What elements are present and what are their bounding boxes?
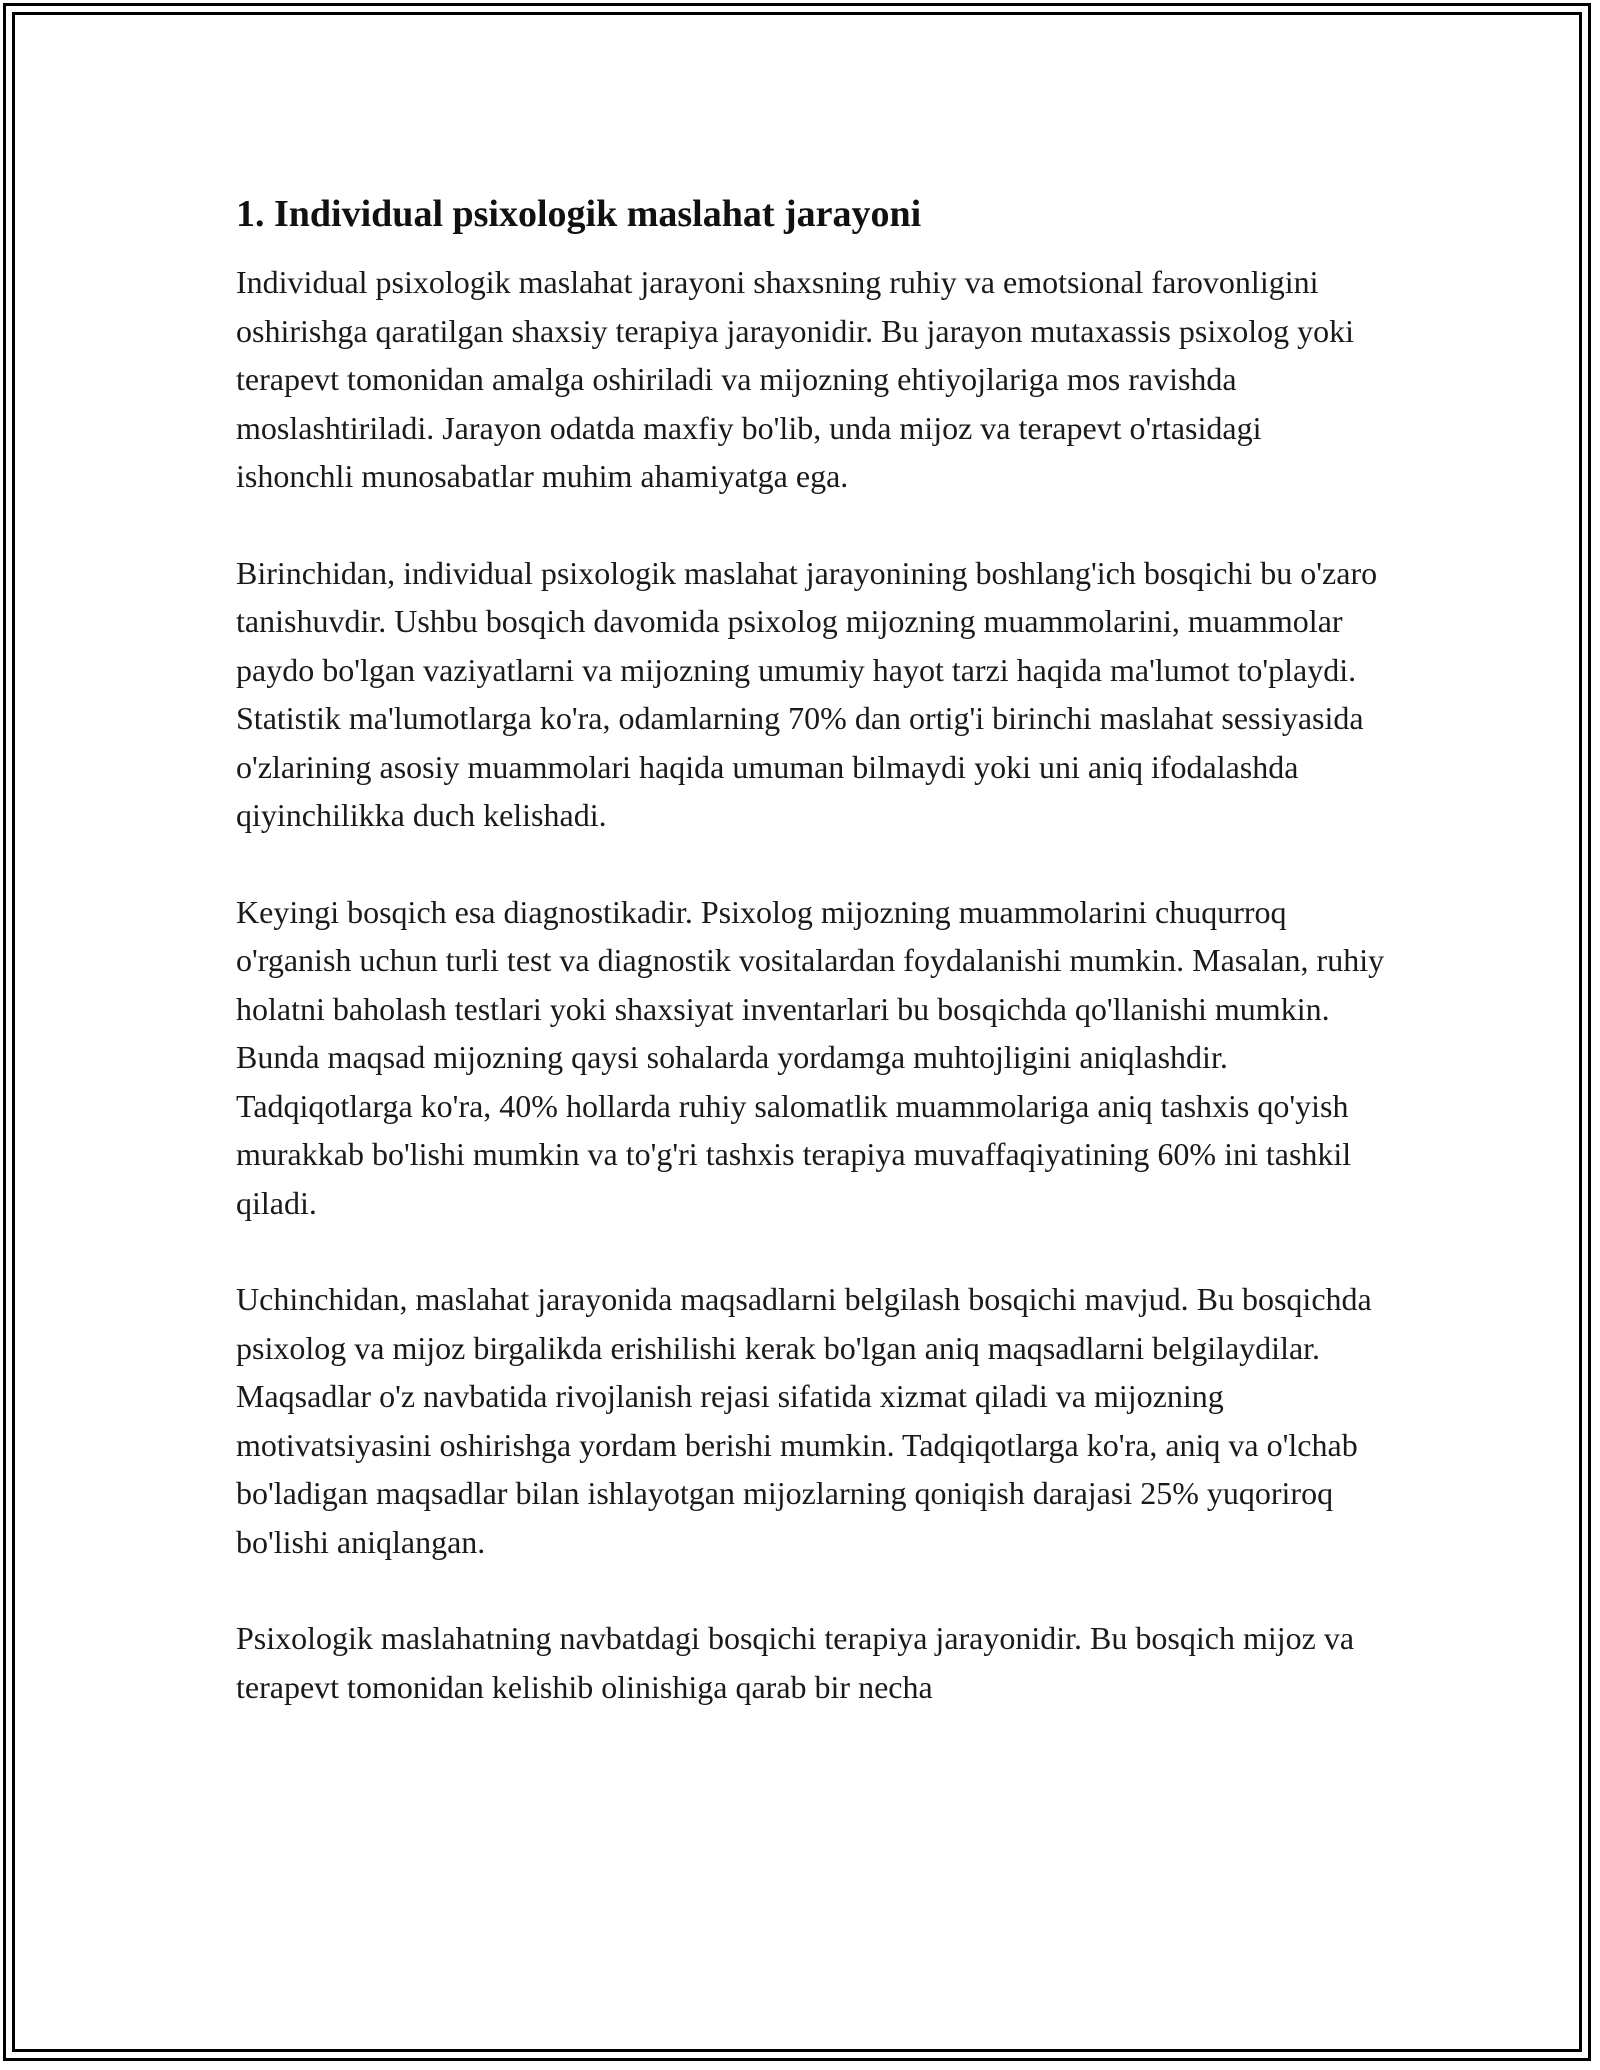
section-heading: 1. Individual psixologik maslahat jarayoni [236, 193, 922, 235]
paragraph-diagnostics: Keyingi bosqich esa diagnostikadir. Psixolog mijozning muammolarini chuqurroq o'rganish uchun turli test va diagnostik vositalardan foydalanishi mumkin. Masalan, ruhiy holatni baholash testlari yoki shaxsiyat inventarlari bu bosqichda qo'llanishi mumkin. Bunda maqsad mijozning qaysi sohalarda yordamga muhtojligini aniqlashdir. Tadqiqotlarga ko'ra, 40% hollarda ruhiy salomatlik muammolariga aniq tashxis qo'yish murakkab bo'lishi mumkin va to'g'ri tashxis terapiya muvaffaqiyatining 60% ini tashkil qiladi. [236, 893, 1385, 1221]
paragraph-intro: Individual psixologik maslahat jarayoni shaxsning ruhiy va emotsional farovonligini oshirishga qaratilgan shaxsiy terapiya jarayonidir. Bu jarayon mutaxassis psixolog yoki terapevt tomonidan amalga oshiriladi va mijozning ehtiyojlariga mos ravishda moslashtiriladi. Jarayon odatda maxfiy bo'lib, unda mijoz va terapevt o'rtasidagi ishonchli munosabatlar muhim ahamiyatga ega. [236, 264, 1355, 494]
paragraph-first-stage: Birinchidan, individual psixologik maslahat jarayonining boshlang'ich bosqichi bu o'zaro tanishuvdir. Ushbu bosqich davomida psixolog mijozning muammolarini, muammolar paydo bo'lgan vaziyatlarni va mijozning umumiy hayot tarzi haqida ma'lumot to'playdi. Statistik ma'lumotlarga ko'ra, odamlarning 70% dan ortig'i birinchi maslahat sessiyasida o'zlarining asosiy muammolari haqida umuman bilmaydi yoki uni aniq ifodalashda qiyinchilikka duch kelishadi. [236, 554, 1378, 833]
paragraph-therapy: Psixologik maslahatning navbatdagi bosqichi terapiya jarayonidir. Bu bosqich mijoz va terapevt tomonidan kelishib olinishiga qarab bir necha [236, 1620, 1355, 1705]
paragraph-goal-setting: Uchinchidan, maslahat jarayonida maqsadlarni belgilash bosqichi mavjud. Bu bosqichda psixolog va mijoz birgalikda erishilishi kerak bo'lgan aniq maqsadlarni belgilaydilar. Maqsadlar o'z navbatida rivojlanish rejasi sifatida xizmat qiladi va mijozning motivatsiyasini oshirishga yordam berishi mumkin. Tadqiqotlarga ko'ra, aniq va o'lchab bo'ladigan maqsadlar bilan ishlayotgan mijozlarning qoniqish darajasi 25% yuqoriroq bo'lishi aniqlangan. [236, 1281, 1372, 1560]
document-body [236, 186, 1386, 1759]
